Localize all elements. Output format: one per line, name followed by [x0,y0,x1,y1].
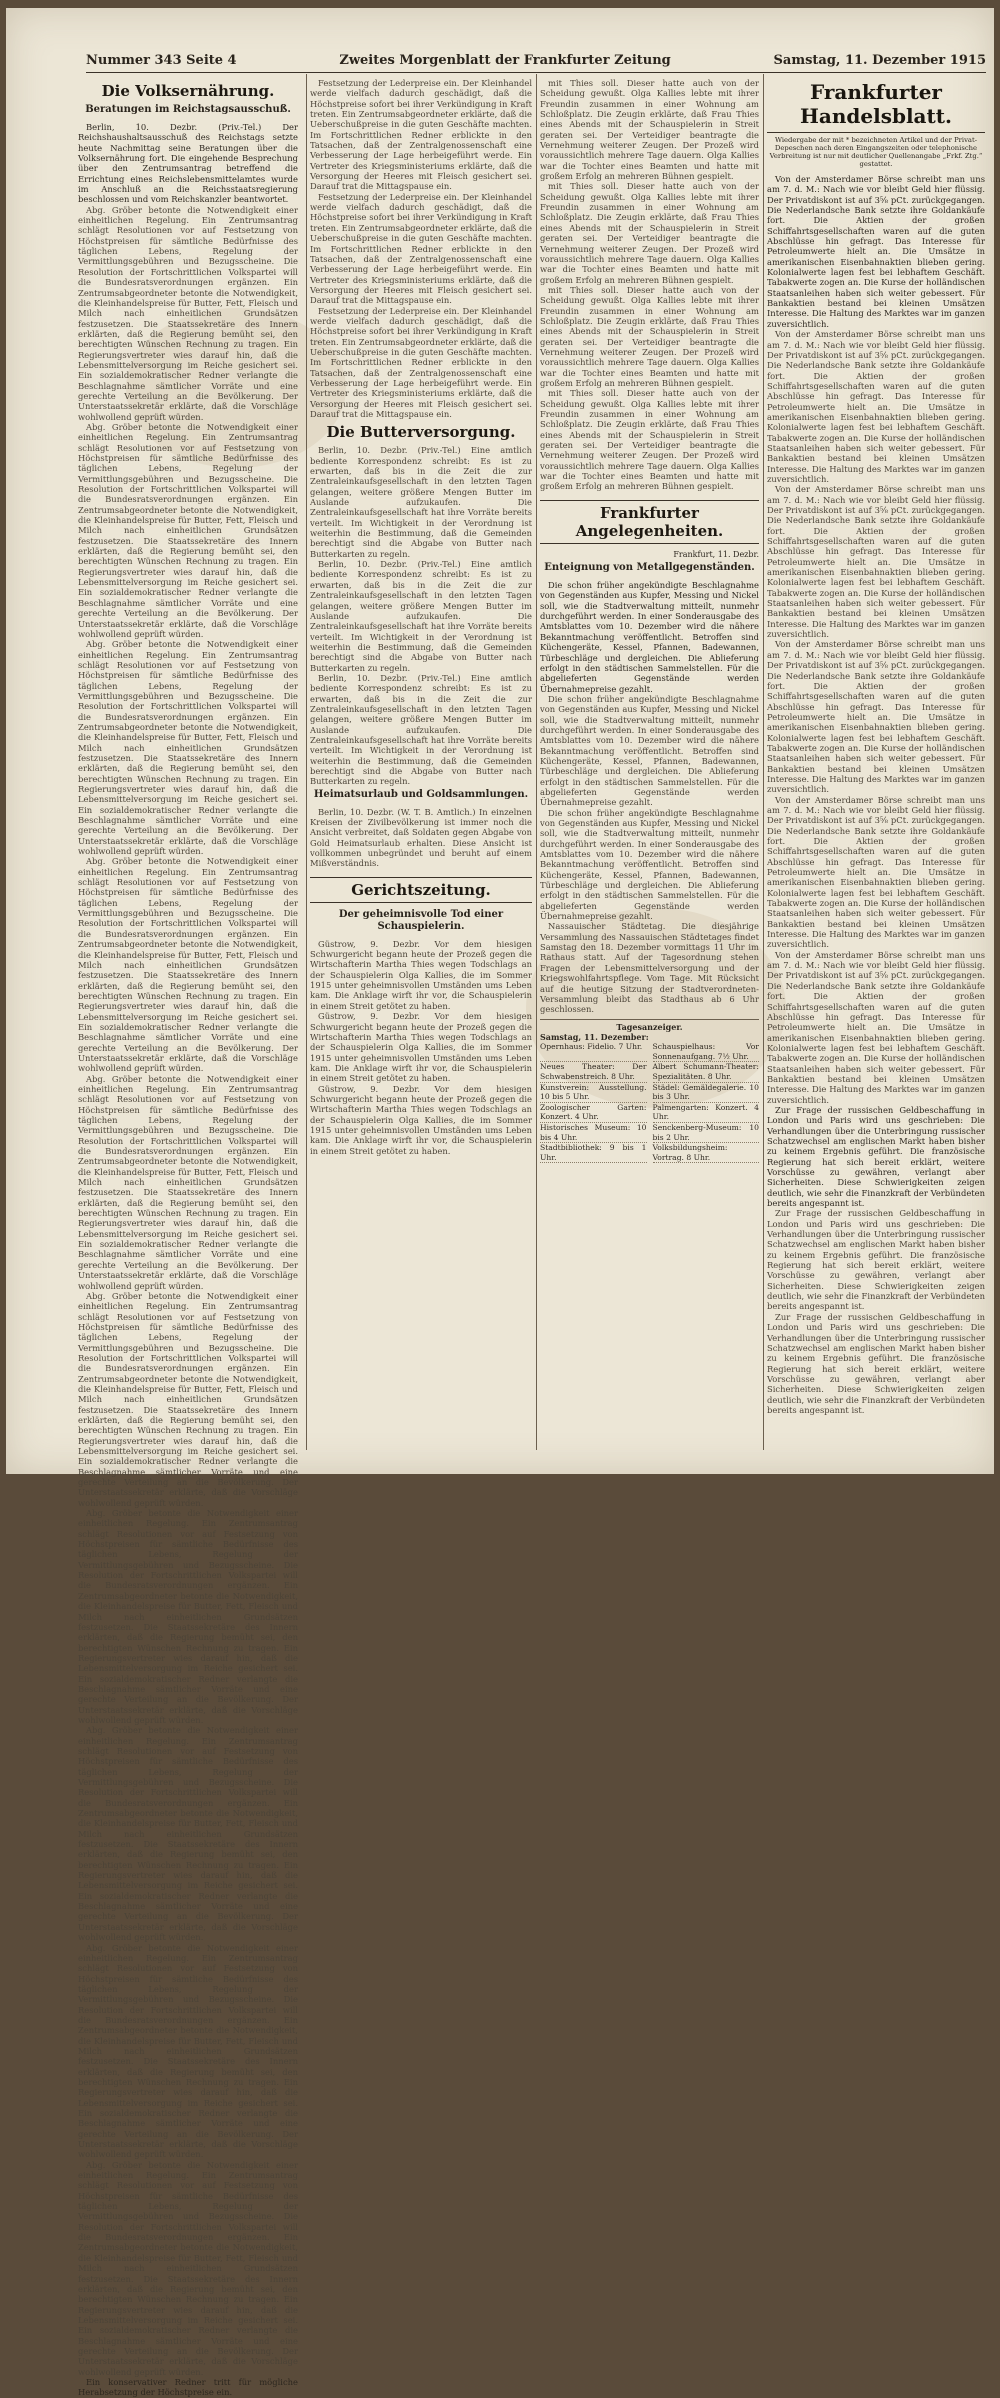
calendar-entry: Palmengarten: Konzert. 4 Uhr. [652,1102,759,1122]
article-body: Abg. Gröber betonte die Notwendigkeit einer einheitlichen Regelung. Ein Zentrumsantrag schlägt Resolutionen vor auf Festsetzung von Höchstpreisen für sämtliche Bedürfnisse des täglichen Lebens, Regelung der Vermittlungsgebühren und Bezugsscheine. Die Resolution der Fortschrittlichen Volkspartei will die Bundesratsverordnungen ergänzen. Ein Zentrumsabgeordneter betonte die Notwendigkeit, die Kleinhandelspreise für Butter, Fett, Fleisch und Milch nach einheitlichen Grundsätzen festzusetzen. Die Staatssekretäre des Innern erklärten, daß die Regierung bemüht sei, den berechtigten Wünschen Rechnung zu tragen. Ein Regierungsvertreter wies darauf hin, daß die Lebensmittelversorgung im Reiche gesichert sei. Ein sozialdemokratischer Redner verlangte die Beschlagnahme sämtlicher Vorräte und eine gerechte Verteilung an die Bevölkerung. Der Unterstaatssekretär erklärte, daß die Vorschläge wohlwollend geprüft würden. [78,1073,298,1291]
column-2 [310,78,532,1454]
article-body: Die schon früher angekündigte Beschlagnahme von Gegenständen aus Kupfer, Messing und Nickel soll, wie die Stadtverwaltung mitteilt, nunmehr durchgeführt werden. In einer Sonderausgabe des Amtsblattes vom 10. Dezember wird die nähere Bekanntmachung veröffentlicht. Betroffen sind Küchengeräte, Kessel, Pfannen, Badewannen, Türbeschläge und dergleichen. Die Ablieferung erfolgt in den städtischen Sammelstellen. Für die abgelieferten Gegenstände werden Übernahmepreise gezahlt. [540,580,759,694]
article-body: Von der Amsterdamer Börse schreibt man uns am 7. d. M.: Nach wie vor bleibt Geld hier flüssig. Der Privatdiskont ist auf 3⅝ pCt. zurückgegangen. Die Nederlandsche Bank setzte ihre Goldankäufe fort. Die Aktien der großen Schiffahrtsgesellschaften waren auf die guten Abschlüsse hin gefragt. Das Interesse für Petroleumwerte hielt an. Die Umsätze in amerikanischen Eisenbahnaktien blieben gering. Kolonialwerte lagen fest bei lebhaftem Geschäft. Tabakwerte zogen an. Die Kurse der holländischen Staatsanleihen haben sich weiter gebessert. Für Bankaktien bestand bei kleinen Umsätzen Interesse. Die Haltung des Marktes war im ganzen zuversichtlich. [767,484,985,640]
article-body: Güstrow, 9. Dezbr. Vor dem hiesigen Schwurgericht begann heute der Prozeß gegen die Wirtschafterin Martha Thies wegen Todschlags an der Schauspielerin Olga Kallies, die im Sommer 1915 unter geheimnisvollen Umständen ums Leben kam. Die Anklage wirft ihr vor, die Schauspielerin in einem Streit getötet zu haben. [310,1011,532,1084]
local-news-header [540,500,759,544]
article-body: Berlin, 10. Dezbr. (W. T. B. Amtlich.) In einzelnen Kreisen der Zivilbevölkerung ist immer noch die Ansicht verbreitet, daß Soldaten gegen Abgabe von Gold Heimatsurlaub erhalten. Diese Ansicht ist vollkommen unbegründet und beruht auf einem Mißverständnis. [310,806,532,869]
column-rule [763,74,764,1450]
article-body: Von der Amsterdamer Börse schreibt man uns am 7. d. M.: Nach wie vor bleibt Geld hier flüssig. Der Privatdiskont ist auf 3⅝ pCt. zurückgegangen. Die Nederlandsche Bank setzte ihre Goldankäufe fort. Die Aktien der großen Schiffahrtsgesellschaften waren auf die guten Abschlüsse hin gefragt. Das Interesse für Petroleumwerte hielt an. Die Umsätze in amerikanischen Eisenbahnaktien blieben gering. Kolonialwerte lagen fest bei lebhaftem Geschäft. Tabakwerte zogen an. Die Kurse der holländischen Staatsanleihen haben sich weiter gebessert. Für Bankaktien bestand bei kleinen Umsätzen Interesse. Die Haltung des Marktes war im ganzen zuversichtlich. [767,794,985,950]
column-rule [536,74,537,1450]
article-subtitle: Enteignung von Metallgegenständen. [544,562,755,574]
article-subtitle: Beratungen im Reichstagsausschuß. [85,104,291,115]
issue-number: Nummer 343 Seite 4 [86,52,237,68]
court-news-title: Gerichtszeitung. [351,880,491,899]
article-body: mit Thies soll. Dieser hatte auch von der Scheidung gewußt. Olga Kallies lebte mit ihrer Freundin zusammen in einer Wohnung am Schloßplatz. Die Zeugin erklärte, daß Frau Thies eines Abends mit der Schauspielerin in Streit geraten sei. Der Verteidiger beantragte die Vernehmung weiterer Zeugen. Der Prozeß wird voraussichtlich mehrere Tage dauern. Olga Kallies war die Tochter eines Beamten und hatte mit großem Erfolg an mehreren Bühnen gespielt. [540,78,759,182]
trade-paper-masthead: Frankfurter Handelsblatt. [767,80,985,133]
calendar-entry: Albert Schumann-Theater: Spezialitäten. 8 Uhr. [652,1062,759,1081]
article-body: Abg. Gröber betonte die Notwendigkeit einer einheitlichen Regelung. Ein Zentrumsantrag schlägt Resolutionen vor auf Festsetzung von Höchstpreisen für sämtliche Bedürfnisse des täglichen Lebens, Regelung der Vermittlungsgebühren und Bezugsscheine. Die Resolution der Fortschrittlichen Volkspartei will die Bundesratsverordnungen ergänzen. Ein Zentrumsabgeordneter betonte die Notwendigkeit, die Kleinhandelspreise für Butter, Fett, Fleisch und Milch nach einheitlichen Grundsätzen festzusetzen. Die Staatssekretäre des Innern erklärten, daß die Regierung bemüht sei, den berechtigten Wünschen Rechnung zu tragen. Ein Regierungsvertreter wies darauf hin, daß die Lebensmittelversorgung im Reiche gesichert sei. Ein sozialdemokratischer Redner verlangte die Beschlagnahme sämtlicher Vorräte und eine gerechte Verteilung an die Bevölkerung. Der Unterstaatssekretär erklärte, daß die Vorschläge wohlwollend geprüft würden. [78,1942,298,2160]
newspaper-page [6,8,994,2398]
column-rule [306,74,307,1450]
calendar-entry: Kunstverein: Ausstellung. 10 bis 5 Uhr. [540,1082,647,1102]
calendar-entry: Volksbildungsheim: Vortrag. 8 Uhr. [653,1143,760,1163]
calendar-entry: Neues Theater: Der Schwabenstreich. 8 Uhr. [540,1062,647,1081]
calendar-entry: Opernhaus: Fidelio. 7 Uhr. [540,1042,647,1062]
article-tail: Ein konservativer Redner tritt für mögliche Herabsetzung der Höchstpreise ein. [78,2376,298,2398]
article-body: Abg. Gröber betonte die Notwendigkeit einer einheitlichen Regelung. Ein Zentrumsantrag schlägt Resolutionen vor auf Festsetzung von Höchstpreisen für sämtliche Bedürfnisse des täglichen Lebens, Regelung der Vermittlungsgebühren und Bezugsscheine. Die Resolution der Fortschrittlichen Volkspartei will die Bundesratsverordnungen ergänzen. Ein Zentrumsabgeordneter betonte die Notwendigkeit, die Kleinhandelspreise für Butter, Fett, Fleisch und Milch nach einheitlichen Grundsätzen festzusetzen. Die Staatssekretäre des Innern erklärten, daß die Regierung bemüht sei, den berechtigten Wünschen Rechnung zu tragen. Ein Regierungsvertreter wies darauf hin, daß die Lebensmittelversorgung im Reiche gesichert sei. Ein sozialdemokratischer Redner verlangte die Beschlagnahme sämtlicher Vorräte und eine gerechte Verteilung an die Bevölkerung. Der Unterstaatssekretär erklärte, daß die Vorschläge wohlwollend geprüft würden. [78,204,298,422]
calendar-title: Tagesanzeiger. [616,1021,683,1032]
article-body: Abg. Gröber betonte die Notwendigkeit einer einheitlichen Regelung. Ein Zentrumsantrag schlägt Resolutionen vor auf Festsetzung von Höchstpreisen für sämtliche Bedürfnisse des täglichen Lebens, Regelung der Vermittlungsgebühren und Bezugsscheine. Die Resolution der Fortschrittlichen Volkspartei will die Bundesratsverordnungen ergänzen. Ein Zentrumsabgeordneter betonte die Notwendigkeit, die Kleinhandelspreise für Butter, Fett, Fleisch und Milch nach einheitlichen Grundsätzen festzusetzen. Die Staatssekretäre des Innern erklärten, daß die Regierung bemüht sei, den berechtigten Wünschen Rechnung zu tragen. Ein Regierungsvertreter wies darauf hin, daß die Lebensmittelversorgung im Reiche gesichert sei. Ein sozialdemokratischer Redner verlangte die Beschlagnahme sämtlicher Vorräte und eine gerechte Verteilung an die Bevölkerung. Der Unterstaatssekretär erklärte, daß die Vorschläge wohlwollend geprüft würden. [78,856,298,1074]
article-body: mit Thies soll. Dieser hatte auch von der Scheidung gewußt. Olga Kallies lebte mit ihrer Freundin zusammen in einer Wohnung am Schloßplatz. Die Zeugin erklärte, daß Frau Thies eines Abends mit der Schauspielerin in Streit geraten sei. Der Verteidiger beantragte die Vernehmung weiterer Zeugen. Der Prozeß wird voraussichtlich mehrere Tage dauern. Olga Kallies war die Tochter eines Beamten und hatte mit großem Erfolg an mehreren Bühnen gespielt. [540,388,759,492]
reprint-note: Wiedergabe der mit * bezeichneten Artikel und der Privat-Depeschen nach deren Eingangszeiten oder telephonische Verbreitung ist nur mit deutlicher Quellenangabe „Frkf. Ztg.“ gestattet. [769,136,983,168]
article-body: Von der Amsterdamer Börse schreibt man uns am 7. d. M.: Nach wie vor bleibt Geld hier flüssig. Der Privatdiskont ist auf 3⅝ pCt. zurückgegangen. Die Nederlandsche Bank setzte ihre Goldankäufe fort. Die Aktien der großen Schiffahrtsgesellschaften waren auf die guten Abschlüsse hin gefragt. Das Interesse für Petroleumwerte hielt an. Die Umsätze in amerikanischen Eisenbahnaktien blieben gering. Kolonialwerte lagen fest bei lebhaftem Geschäft. Tabakwerte zogen an. Die Kurse der holländischen Staatsanleihen haben sich weiter gebessert. Für Bankaktien bestand bei kleinen Umsätzen Interesse. Die Haltung des Marktes war im ganzen zuversichtlich. [767,329,985,484]
article-body: Abg. Gröber betonte die Notwendigkeit einer einheitlichen Regelung. Ein Zentrumsantrag schlägt Resolutionen vor auf Festsetzung von Höchstpreisen für sämtliche Bedürfnisse des täglichen Lebens, Regelung der Vermittlungsgebühren und Bezugsscheine. Die Resolution der Fortschrittlichen Volkspartei will die Bundesratsverordnungen ergänzen. Ein Zentrumsabgeordneter betonte die Notwendigkeit, die Kleinhandelspreise für Butter, Fett, Fleisch und Milch nach einheitlichen Grundsätzen festzusetzen. Die Staatssekretäre des Innern erklärten, daß die Regierung bemüht sei, den berechtigten Wünschen Rechnung zu tragen. Ein Regierungsvertreter wies darauf hin, daß die Lebensmittelversorgung im Reiche gesichert sei. Ein sozialdemokratischer Redner verlangte die Beschlagnahme sämtlicher Vorräte und eine gerechte Verteilung an die Bevölkerung. Der Unterstaatssekretär erklärte, daß die Vorschläge wohlwollend geprüft würden. [78,421,298,639]
issue-date: Samstag, 11. Dezember 1915 [773,52,986,68]
calendar-entry: Zoologischer Garten: Konzert. 4 Uhr. [540,1102,647,1122]
article-body: mit Thies soll. Dieser hatte auch von der Scheidung gewußt. Olga Kallies lebte mit ihrer Freundin zusammen in einer Wohnung am Schloßplatz. Die Zeugin erklärte, daß Frau Thies eines Abends mit der Schauspielerin in Streit geraten sei. Der Verteidiger beantragte die Vernehmung weiterer Zeugen. Der Prozeß wird voraussichtlich mehrere Tage dauern. Olga Kallies war die Tochter eines Beamten und hatte mit großem Erfolg an mehreren Bühnen gespielt. [540,181,759,285]
calendar-entry: Stadtbibliothek: 9 bis 1 Uhr. [540,1143,647,1162]
article-body: Berlin, 10. Dezbr. (Priv.-Tel.) Eine amtlich bediente Korrespondenz schreibt: Es ist zu erwarten, daß bis in die Zeit die zur Zentraleinkaufsgesellschaft in den letzten Tagen gelangen, weitere größere Mengen Butter im Auslande aufzukaufen. Die Zentraleinkaufsgesellschaft hat ihre Vorräte bereits verteilt. Im Wichtigkeit in der Verordnung ist weiterhin die Bestimmung, daß die Gemeinden berechtigt sind die Abgabe von Butter nach Butterkarten zu regeln. [310,559,532,673]
events-calendar [540,1019,759,1164]
calendar-entry: Historisches Museum: 10 bis 4 Uhr. [540,1122,647,1142]
article-body: mit Thies soll. Dieser hatte auch von der Scheidung gewußt. Olga Kallies lebte mit ihrer Freundin zusammen in einer Wohnung am Schloßplatz. Die Zeugin erklärte, daß Frau Thies eines Abends mit der Schauspielerin in Streit geraten sei. Der Verteidiger beantragte die Vernehmung weiterer Zeugen. Der Prozeß wird voraussichtlich mehrere Tage dauern. Olga Kallies war die Tochter eines Beamten und hatte mit großem Erfolg an mehreren Bühnen gespielt. [540,284,759,388]
local-news-title: Frankfurter Angelegenheiten. [575,503,724,540]
article-body: Die schon früher angekündigte Beschlagnahme von Gegenständen aus Kupfer, Messing und Nickel soll, wie die Stadtverwaltung mitteilt, nunmehr durchgeführt werden. In einer Sonderausgabe des Amtsblattes vom 10. Dezember wird die nähere Bekanntmachung veröffentlicht. Betroffen sind Küchengeräte, Kessel, Pfannen, Badewannen, Türbeschläge und dergleichen. Die Ablieferung erfolgt in den städtischen Sammelstellen. Für die abgelieferten Gegenstände werden Übernahmepreise gezahlt. [540,807,759,922]
calendar-grid [540,1042,759,1163]
court-news-subtitle: Der geheimnisvolle Tod einer Schauspielerin. [338,908,504,932]
newspaper-edition: Zweites Morgenblatt der Frankfurter Zeitung [339,52,671,68]
article-title: Die Butterversorgung. [326,423,516,442]
column-4 [767,78,985,1454]
calendar-entry: Schauspielhaus: Vor Sonnenaufgang. 7½ Uhr. [652,1042,759,1061]
calendar-date: Samstag, 11. Dezember: [540,1031,649,1042]
article-body: Festsetzung der Lederpreise ein. Der Kleinhandel werde vielfach dadurch geschädigt, daß die Höchstpreise sofort bei ihrer Verkündigung in Kraft treten. Ein Zentrumsabgeordneter erklärte, daß die Ueberschußpreise in die guten Geschäfte machten. Im Fortschrittlichen Redner erblickte in den Tatsachen, daß der Zentralgenossenschaft eine Verbesserung der Lage herbeigeführt werde. Ein Vertreter des Kriegsministeriums erklärte, daß die Versorgung der Heeres mit Fleisch gesichert sei. Darauf trat die Mittagspause ein. [310,191,532,306]
article-body: Abg. Gröber betonte die Notwendigkeit einer einheitlichen Regelung. Ein Zentrumsantrag schlägt Resolutionen vor auf Festsetzung von Höchstpreisen für sämtliche Bedürfnisse des täglichen Lebens, Regelung der Vermittlungsgebühren und Bezugsscheine. Die Resolution der Fortschrittlichen Volkspartei will die Bundesratsverordnungen ergänzen. Ein Zentrumsabgeordneter betonte die Notwendigkeit, die Kleinhandelspreise für Butter, Fett, Fleisch und Milch nach einheitlichen Grundsätzen festzusetzen. Die Staatssekretäre des Innern erklärten, daß die Regierung bemüht sei, den berechtigten Wünschen Rechnung zu tragen. Ein Regierungsvertreter wies darauf hin, daß die Lebensmittelversorgung im Reiche gesichert sei. Ein sozialdemokratischer Redner verlangte die Beschlagnahme sämtlicher Vorräte und eine gerechte Verteilung an die Bevölkerung. Der Unterstaatssekretär erklärte, daß die Vorschläge wohlwollend geprüft würden. [78,639,298,857]
article-body: Von der Amsterdamer Börse schreibt man uns am 7. d. M.: Nach wie vor bleibt Geld hier flüssig. Der Privatdiskont ist auf 3⅝ pCt. zurückgegangen. Die Nederlandsche Bank setzte ihre Goldankäufe fort. Die Aktien der großen Schiffahrtsgesellschaften waren auf die guten Abschlüsse hin gefragt. Das Interesse für Petroleumwerte hielt an. Die Umsätze in amerikanischen Eisenbahnaktien blieben gering. Kolonialwerte lagen fest bei lebhaftem Geschäft. Tabakwerte zogen an. Die Kurse der holländischen Staatsanleihen haben sich weiter gebessert. Für Bankaktien bestand bei kleinen Umsätzen Interesse. Die Haltung des Marktes war im ganzen zuversichtlich. [767,639,985,795]
article-body: Festsetzung der Lederpreise ein. Der Kleinhandel werde vielfach dadurch geschädigt, daß die Höchstpreise sofort bei ihrer Verkündigung in Kraft treten. Ein Zentrumsabgeordneter erklärte, daß die Ueberschußpreise in die guten Geschäfte machten. Im Fortschrittlichen Redner erblickte in den Tatsachen, daß der Zentralgenossenschaft eine Verbesserung der Lage herbeigeführt werde. Ein Vertreter des Kriegsministeriums erklärte, daß die Versorgung der Heeres mit Fleisch gesichert sei. Darauf trat die Mittagspause ein. [310,78,532,192]
article-body: Abg. Gröber betonte die Notwendigkeit einer einheitlichen Regelung. Ein Zentrumsantrag schlägt Resolutionen vor auf Festsetzung von Höchstpreisen für sämtliche Bedürfnisse des täglichen Lebens, Regelung der Vermittlungsgebühren und Bezugsscheine. Die Resolution der Fortschrittlichen Volkspartei will die Bundesratsverordnungen ergänzen. Ein Zentrumsabgeordneter betonte die Notwendigkeit, die Kleinhandelspreise für Butter, Fett, Fleisch und Milch nach einheitlichen Grundsätzen festzusetzen. Die Staatssekretäre des Innern erklärten, daß die Regierung bemüht sei, den berechtigten Wünschen Rechnung zu tragen. Ein Regierungsvertreter wies darauf hin, daß die Lebensmittelversorgung im Reiche gesichert sei. Ein sozialdemokratischer Redner verlangte die Beschlagnahme sämtlicher Vorräte und eine gerechte Verteilung an die Bevölkerung. Der Unterstaatssekretär erklärte, daß die Vorschläge wohlwollend geprüft würden. [78,1290,298,1508]
calendar-entry: Senckenberg-Museum: 10 bis 2 Uhr. [652,1122,759,1142]
article-body: Abg. Gröber betonte die Notwendigkeit einer einheitlichen Regelung. Ein Zentrumsantrag schlägt Resolutionen vor auf Festsetzung von Höchstpreisen für sämtliche Bedürfnisse des täglichen Lebens, Regelung der Vermittlungsgebühren und Bezugsscheine. Die Resolution der Fortschrittlichen Volkspartei will die Bundesratsverordnungen ergänzen. Ein Zentrumsabgeordneter betonte die Notwendigkeit, die Kleinhandelspreise für Butter, Fett, Fleisch und Milch nach einheitlichen Grundsätzen festzusetzen. Die Staatssekretäre des Innern erklärten, daß die Regierung bemüht sei, den berechtigten Wünschen Rechnung zu tragen. Ein Regierungsvertreter wies darauf hin, daß die Lebensmittelversorgung im Reiche gesichert sei. Ein sozialdemokratischer Redner verlangte die Beschlagnahme sämtlicher Vorräte und eine gerechte Verteilung an die Bevölkerung. Der Unterstaatssekretär erklärte, daß die Vorschläge wohlwollend geprüft würden. [78,1508,298,1725]
calendar-entry: Städel: Gemäldegalerie. 10 bis 3 Uhr. [652,1082,759,1102]
article-body: Nassauischer Städtetag. Die diesjährige Versammlung des Nassauischen Städtetages findet Samstag den 18. Dezember vormittags 11 Uhr im Rathaus statt. Auf der Tagesordnung stehen Fragen der Lebensmittelversorgung und der Kriegswohlfahrtspflege. Vom Tage. Mit Rücksicht auf die heutige Sitzung der Stadtverordneten-Versammlung bleibt das Stadthaus ab 6 Uhr geschlossen. [540,921,759,1015]
article-body: Von der Amsterdamer Börse schreibt man uns am 7. d. M.: Nach wie vor bleibt Geld hier flüssig. Der Privatdiskont ist auf 3⅝ pCt. zurückgegangen. Die Nederlandsche Bank setzte ihre Goldankäufe fort. Die Aktien der großen Schiffahrtsgesellschaften waren auf die guten Abschlüsse hin gefragt. Das Interesse für Petroleumwerte hielt an. Die Umsätze in amerikanischen Eisenbahnaktien blieben gering. Kolonialwerte lagen fest bei lebhaftem Geschäft. Tabakwerte zogen an. Die Kurse der holländischen Staatsanleihen haben sich weiter gebessert. Für Bankaktien bestand bei kleinen Umsätzen Interesse. Die Haltung des Marktes war im ganzen zuversichtlich. [767,949,985,1105]
dateline [540,550,759,560]
article-title: Die Volksernährung. [101,82,275,100]
article-body: Güstrow, 9. Dezbr. Vor dem hiesigen Schwurgericht begann heute der Prozeß gegen die Wirtschafterin Martha Thies wegen Todschlags an der Schauspielerin Olga Kallies, die im Sommer 1915 unter geheimnisvollen Umständen ums Leben kam. Die Anklage wirft ihr vor, die Schauspielerin in einem Streit getötet zu haben. [310,938,532,1011]
article-body: Abg. Gröber betonte die Notwendigkeit einer einheitlichen Regelung. Ein Zentrumsantrag schlägt Resolutionen vor auf Festsetzung von Höchstpreisen für sämtliche Bedürfnisse des täglichen Lebens, Regelung der Vermittlungsgebühren und Bezugsscheine. Die Resolution der Fortschrittlichen Volkspartei will die Bundesratsverordnungen ergänzen. Ein Zentrumsabgeordneter betonte die Notwendigkeit, die Kleinhandelspreise für Butter, Fett, Fleisch und Milch nach einheitlichen Grundsätzen festzusetzen. Die Staatssekretäre des Innern erklärten, daß die Regierung bemüht sei, den berechtigten Wünschen Rechnung zu tragen. Ein Regierungsvertreter wies darauf hin, daß die Lebensmittelversorgung im Reiche gesichert sei. Ein sozialdemokratischer Redner verlangte die Beschlagnahme sämtlicher Vorräte und eine gerechte Verteilung an die Bevölkerung. Der Unterstaatssekretär erklärte, daß die Vorschläge wohlwollend geprüft würden. [78,2159,298,2377]
section-title: Heimatsurlaub und Goldsammlungen. [313,788,529,800]
article-body: Güstrow, 9. Dezbr. Vor dem hiesigen Schwurgericht begann heute der Prozeß gegen die Wirtschafterin Martha Thies wegen Todschlags an der Schauspielerin Olga Kallies, die im Sommer 1915 unter geheimnisvollen Umständen ums Leben kam. Die Anklage wirft ihr vor, die Schauspielerin in einem Streit getötet zu haben. [310,1083,532,1156]
article-body: Abg. Gröber betonte die Notwendigkeit einer einheitlichen Regelung. Ein Zentrumsantrag schlägt Resolutionen vor auf Festsetzung von Höchstpreisen für sämtliche Bedürfnisse des täglichen Lebens, Regelung der Vermittlungsgebühren und Bezugsscheine. Die Resolution der Fortschrittlichen Volkspartei will die Bundesratsverordnungen ergänzen. Ein Zentrumsabgeordneter betonte die Notwendigkeit, die Kleinhandelspreise für Butter, Fett, Fleisch und Milch nach einheitlichen Grundsätzen festzusetzen. Die Staatssekretäre des Innern erklärten, daß die Regierung bemüht sei, den berechtigten Wünschen Rechnung zu tragen. Ein Regierungsvertreter wies darauf hin, daß die Lebensmittelversorgung im Reiche gesichert sei. Ein sozialdemokratischer Redner verlangte die Beschlagnahme sämtlicher Vorräte und eine gerechte Verteilung an die Bevölkerung. Der Unterstaatssekretär erklärte, daß die Vorschläge wohlwollend geprüft würden. [78,1725,298,1943]
dateline-text: Frankfurt, 11. Dezbr. [673,549,759,559]
column-1 [78,78,298,2398]
article-lead: Berlin, 10. Dezbr. (Priv.-Tel.) Der Reichshaushaltsausschuß des Reichstags setzte heute Nachmittag seine Beratungen über die Volksernährung fort. Die eingehende Besprechung über den Zentrumsantrag betreffend die Errichtung eines Reichslebensmittelamtes wurde im Anschluß an die Reichsstaatsregierung beschlossen und vom Reichskanzler beantwortet. [78,122,298,205]
article-body: Von der Amsterdamer Börse schreibt man uns am 7. d. M.: Nach wie vor bleibt Geld hier flüssig. Der Privatdiskont ist auf 3⅝ pCt. zurückgegangen. Die Nederlandsche Bank setzte ihre Goldankäufe fort. Die Aktien der großen Schiffahrtsgesellschaften waren auf die guten Abschlüsse hin gefragt. Das Interesse für Petroleumwerte hielt an. Die Umsätze in amerikanischen Eisenbahnaktien blieben gering. Kolonialwerte lagen fest bei lebhaftem Geschäft. Tabakwerte zogen an. Die Kurse der holländischen Staatsanleihen haben sich weiter gebessert. Für Bankaktien bestand bei kleinen Umsätzen Interesse. Die Haltung des Marktes war im ganzen zuversichtlich. [767,174,985,329]
article-body: Zur Frage der russischen Geldbeschaffung in London und Paris wird uns geschrieben: Die Verhandlungen über die Unterbringung russischer Schatzwechsel am englischen Markt haben bisher zu keinem Ergebnis geführt. Die französische Regierung hat sich bereit erklärt, weitere Vorschüsse zu gewähren, verlangt aber Sicherheiten. Diese Schwierigkeiten zeigen deutlich, wie sehr die Finanzkraft der Verbündeten bereits angespannt ist. [767,1208,985,1312]
running-header [86,48,986,73]
court-news-header [310,877,532,903]
article-body: Festsetzung der Lederpreise ein. Der Kleinhandel werde vielfach dadurch geschädigt, daß die Höchstpreise sofort bei ihrer Verkündigung in Kraft treten. Ein Zentrumsabgeordneter erklärte, daß die Ueberschußpreise in die guten Geschäfte machten. Im Fortschrittlichen Redner erblickte in den Tatsachen, daß der Zentralgenossenschaft eine Verbesserung der Lage herbeigeführt werde. Ein Vertreter des Kriegsministeriums erklärte, daß die Versorgung der Heeres mit Fleisch gesichert sei. Darauf trat die Mittagspause ein. [310,305,532,419]
article-body: Berlin, 10. Dezbr. (Priv.-Tel.) Eine amtlich bediente Korrespondenz schreibt: Es ist zu erwarten, daß bis in die Zeit die zur Zentraleinkaufsgesellschaft in den letzten Tagen gelangen, weitere größere Mengen Butter im Auslande aufzukaufen. Die Zentraleinkaufsgesellschaft hat ihre Vorräte bereits verteilt. Im Wichtigkeit in der Verordnung ist weiterhin die Bestimmung, daß die Gemeinden berechtigt sind die Abgabe von Butter nach Butterkarten zu regeln. [310,445,532,559]
article-body: Die schon früher angekündigte Beschlagnahme von Gegenständen aus Kupfer, Messing und Nickel soll, wie die Stadtverwaltung mitteilt, nunmehr durchgeführt werden. In einer Sonderausgabe des Amtsblattes vom 10. Dezember wird die nähere Bekanntmachung veröffentlicht. Betroffen sind Küchengeräte, Kessel, Pfannen, Badewannen, Türbeschläge und dergleichen. Die Ablieferung erfolgt in den städtischen Sammelstellen. Für die abgelieferten Gegenstände werden Übernahmepreise gezahlt. [540,693,759,808]
article-body: Zur Frage der russischen Geldbeschaffung in London und Paris wird uns geschrieben: Die Verhandlungen über die Unterbringung russischer Schatzwechsel am englischen Markt haben bisher zu keinem Ergebnis geführt. Die französische Regierung hat sich bereit erklärt, weitere Vorschüsse zu gewähren, verlangt aber Sicherheiten. Diese Schwierigkeiten zeigen deutlich, wie sehr die Finanzkraft der Verbündeten bereits angespannt ist. [767,1104,985,1209]
column-3 [540,78,759,1454]
article-body: Berlin, 10. Dezbr. (Priv.-Tel.) Eine amtlich bediente Korrespondenz schreibt: Es ist zu erwarten, daß bis in die Zeit die zur Zentraleinkaufsgesellschaft in den letzten Tagen gelangen, weitere größere Mengen Butter im Auslande aufzukaufen. Die Zentraleinkaufsgesellschaft hat ihre Vorräte bereits verteilt. Im Wichtigkeit in der Verordnung ist weiterhin die Bestimmung, daß die Gemeinden berechtigt sind die Abgabe von Butter nach Butterkarten zu regeln. [310,672,532,787]
article-body: Zur Frage der russischen Geldbeschaffung in London und Paris wird uns geschrieben: Die Verhandlungen über die Unterbringung russischer Schatzwechsel am englischen Markt haben bisher zu keinem Ergebnis geführt. Die französische Regierung hat sich bereit erklärt, weitere Vorschüsse zu gewähren, verlangt aber Sicherheiten. Diese Schwierigkeiten zeigen deutlich, wie sehr die Finanzkraft der Verbündeten bereits angespannt ist. [767,1311,985,1415]
